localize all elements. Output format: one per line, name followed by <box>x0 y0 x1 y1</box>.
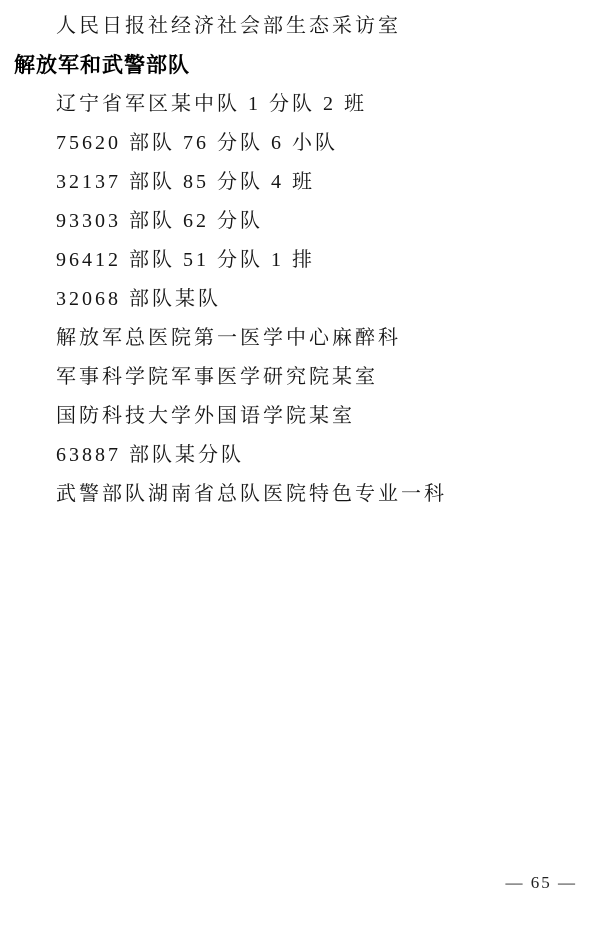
continued-entry-line: 人民日报社经济社会部生态采访室 <box>56 15 401 37</box>
page-number: — 65 — <box>505 873 577 892</box>
entry-line: 96412 部队 51 分队 1 排 <box>56 249 315 271</box>
entry-line: 武警部队湖南省总队医院特色专业一科 <box>56 483 447 505</box>
entry-line: 75620 部队 76 分队 6 小队 <box>56 132 338 154</box>
entry-line: 93303 部队 62 分队 <box>56 210 263 232</box>
section-heading: 解放军和武警部队 <box>14 54 190 77</box>
entry-line: 军事科学院军事医学研究院某室 <box>56 366 378 388</box>
entry-line: 解放军总医院第一医学中心麻醉科 <box>56 327 401 349</box>
entry-line: 63887 部队某分队 <box>56 444 244 466</box>
entry-line: 国防科技大学外国语学院某室 <box>56 405 355 427</box>
entry-line: 辽宁省军区某中队 1 分队 2 班 <box>56 93 367 115</box>
entry-line: 32068 部队某队 <box>56 288 221 310</box>
entry-line: 32137 部队 85 分队 4 班 <box>56 171 315 193</box>
